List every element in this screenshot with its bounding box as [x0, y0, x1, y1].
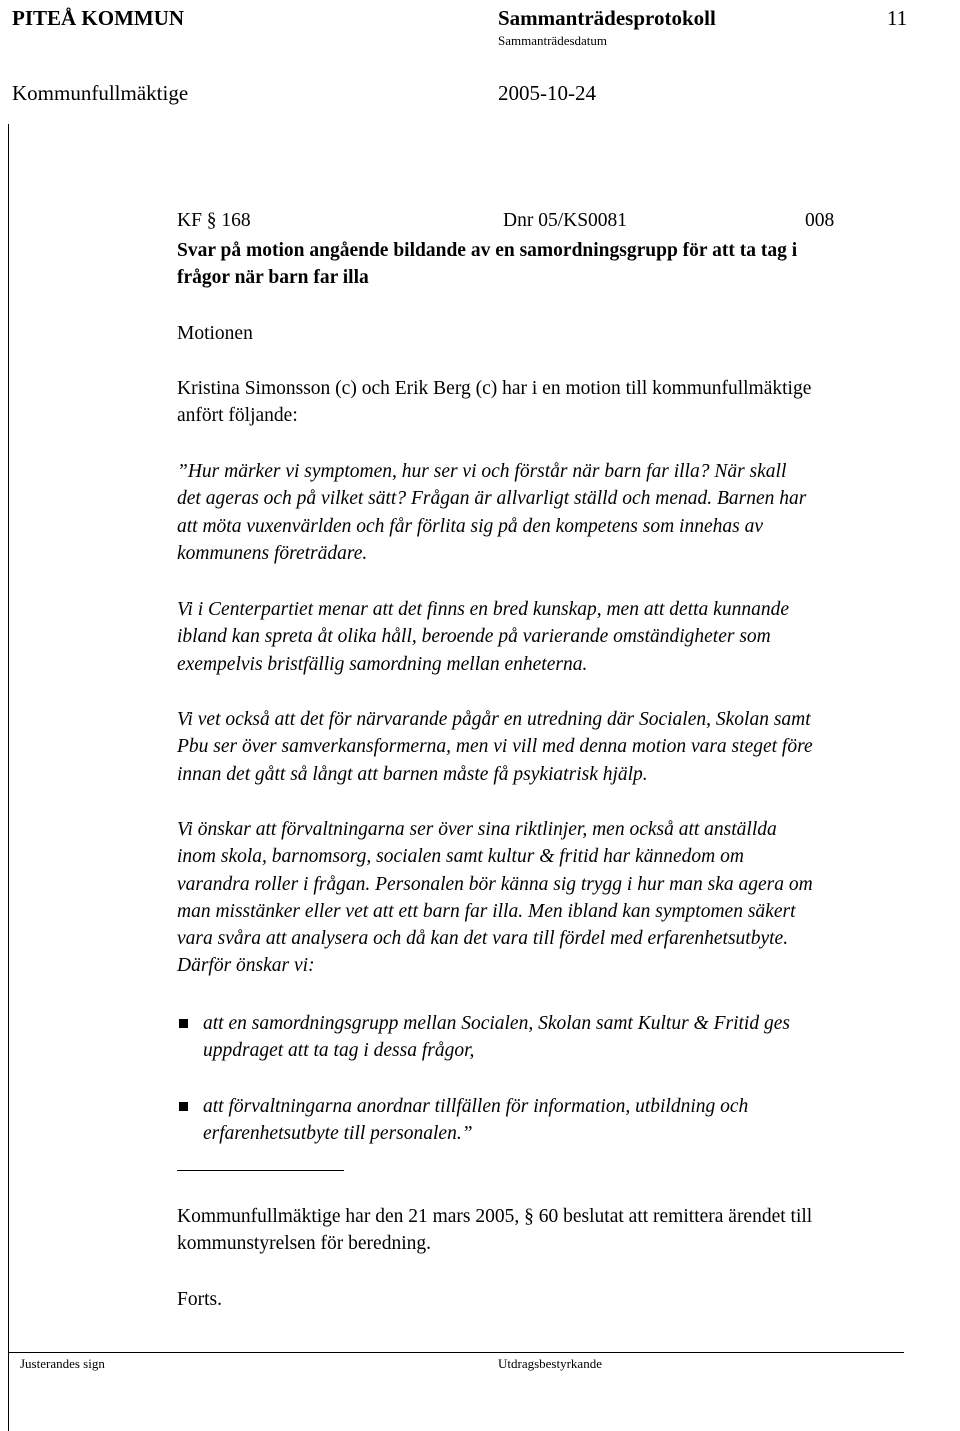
- quote-paragraph-3: Vi vet också att det för närvarande pågår en utredning där Socialen, Skolan samt Pbu ser över samverkansformerna, men vi vill med denna motion vara steget före innan det gått så långt att barnen måste få psykiatrisk hjälp.: [177, 709, 813, 785]
- case-dnr: Dnr 05/KS0081: [503, 210, 628, 231]
- page-number: 11: [887, 6, 908, 30]
- bullet-square-icon: [179, 1019, 188, 1028]
- case-reference: KF § 168: [177, 210, 251, 231]
- case-code: 008: [805, 210, 835, 231]
- footer-rule: [8, 1352, 904, 1353]
- intro-paragraph: Kristina Simonsson (c) och Erik Berg (c) har i en motion till kommunfullmäktige anfört följande:: [177, 378, 812, 427]
- municipality-name: PITEÅ KOMMUN: [12, 6, 185, 30]
- bullet-item-1: att en samordningsgrupp mellan Socialen, Skolan samt Kultur & Fritid ges uppdraget att ta tag i dessa frågor,: [203, 1013, 790, 1062]
- left-margin-rule: [8, 124, 9, 1431]
- body-name: Kommunfullmäktige: [12, 81, 189, 105]
- quote-paragraph-1: ”Hur märker vi symptomen, hur ser vi och förstår när barn far illa? När skall det ageras och på vilket sätt? Frågan är allvarligt ställd och menad. Barnen har att möta vuxenvärlden och får förlita sig på den kompetens som innehas av kommunens företrädare.: [177, 461, 807, 564]
- bullet-item-2: att förvaltningarna anordnar tillfällen för information, utbildning och erfarenhetsutbyte till personalen.”: [203, 1096, 749, 1145]
- case-title: Svar på motion angående bildande av en samordningsgrupp för att ta tag i frågor när barn far illa: [177, 240, 798, 289]
- decision-paragraph: Kommunfullmäktige har den 21 mars 2005, § 60 beslutat att remittera ärendet till kommunstyrelsen för beredning.: [177, 1206, 813, 1255]
- separator-rule: [177, 1170, 344, 1171]
- section-heading: Motionen: [177, 323, 253, 344]
- quote-paragraph-4: Vi önskar att förvaltningarna ser över sina riktlinjer, men också att anställda inom skola, barnomsorg, socialen samt kultur & fritid har kännedom om varandra roller i frågan. Personalen bör känna sig trygg i hur man ska agera om man misstänker eller vet att ett barn far illa. Men ibland kan symptomen säkert vara svåra att analysera och då kan det vara till fördel med erfarenhetsutbyte. Därför önskar vi:: [177, 819, 813, 977]
- meeting-date-label: Sammanträdesdatum: [498, 33, 608, 48]
- quote-paragraph-2: Vi i Centerpartiet menar att det finns en bred kunskap, men att detta kunnande ibland kan spreta åt olika håll, beroende på varierande omständigheter som exempelvis bristfällig samordning mellan enheterna.: [177, 599, 789, 675]
- footer-utdragsbestyrkande: Utdragsbestyrkande: [498, 1356, 602, 1371]
- footer-justerandes-sign: Justerandes sign: [20, 1356, 105, 1371]
- bullet-square-icon: [179, 1102, 188, 1111]
- meeting-date: 2005-10-24: [498, 81, 596, 105]
- continued-note: Forts.: [177, 1289, 222, 1310]
- document-type: Sammanträdesprotokoll: [498, 6, 716, 30]
